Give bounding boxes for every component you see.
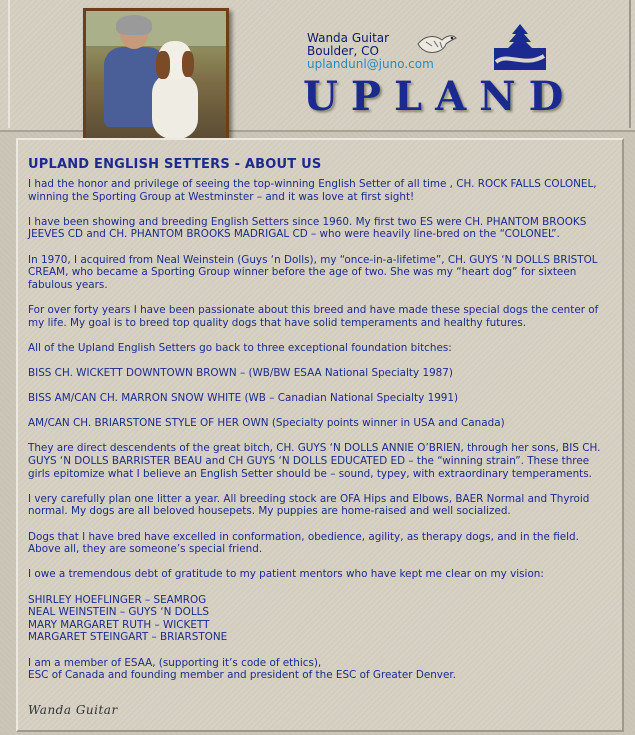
- mentor-item: SHIRLEY HOEFLINGER – SEAMROG: [28, 593, 207, 606]
- membership-line: I am a member of ESAA, (supporting it’s code of ethics),: [28, 656, 322, 669]
- bird-logo-icon: [414, 28, 460, 58]
- page-title: UPLAND ENGLISH SETTERS - ABOUT US: [28, 157, 322, 172]
- owner-location: Boulder, CO: [307, 44, 379, 58]
- membership-line: ESC of Canada and founding member and president of the ESC of Greater Denver.: [28, 669, 456, 682]
- email-link[interactable]: uplandunl@juno.com: [307, 57, 434, 71]
- paragraph: I have been showing and breeding English Setters since 1960. My first two ES were CH. PHANTOM BROOKS JEEVES CD and CH. PHANTOM BROOKS MADRIGAL CD – who were heavily line-bred on the “COLONEL”.: [28, 215, 587, 241]
- foundation-bitch: BISS CH. WICKETT DOWNTOWN BROWN – (WB/BW ESAA National Specialty 1987): [28, 366, 453, 379]
- paragraph: Dogs that I have bred have excelled in conformation, obedience, agility, as therapy dogs, and in the field. Above all, they are someone’s special friend.: [28, 530, 579, 556]
- brand-logo-text: UPLAND: [303, 73, 577, 120]
- mentor-item: MARY MARGARET RUTH – WICKETT: [28, 618, 210, 631]
- paragraph: I had the honor and privilege of seeing the top-winning English Setter of all time , CH. ROCK FALLS COLONEL, winning the Sporting Group at Westminster – and it was love at first sight!: [28, 178, 597, 203]
- owner-with-dog-photo: [83, 8, 229, 145]
- signature: Wanda Guitar: [28, 703, 118, 717]
- paragraph: In 1970, I acquired from Neal Weinstein (Guys ‘n Dolls), my “once-in-a-lifetime”, CH. GUYS ‘N DOLLS BRISTOL CREAM, who became a Sporting Group winner before the age of two. She was my “heart dog” for sixteen fabulous years.: [28, 253, 598, 291]
- foundation-bitch: BISS AM/CAN CH. MARRON SNOW WHITE (WB – Canadian National Specialty 1991): [28, 392, 459, 405]
- mentor-item: NEAL WEINSTEIN – GUYS ‘N DOLLS: [28, 606, 209, 619]
- paragraph: I owe a tremendous debt of gratitude to my patient mentors who have kept me clear on my vision:: [28, 568, 544, 581]
- paragraph: They are direct descendents of the great bitch, CH. GUYS ‘N DOLLS ANNIE O’BRIEN, through her sons, BIS CH. GUYS ‘N DOLLS BARRISTER BEAU and CH GUYS ‘N DOLLS EDUCATED ED – the “winning strain”. These three girls epitomize what I believe an English Setter should be – sound, typey, with extraordinary temperaments.: [28, 442, 601, 480]
- pine-tree-logo-icon: [494, 22, 546, 72]
- paragraph: For over forty years I have been passionate about this breed and have made these special dogs the center of my life. My goal is to breed top quality dogs that have solid temperaments and healthy futures.: [28, 303, 599, 329]
- mentor-item: MARGARET STEINGART – BRIARSTONE: [28, 631, 228, 644]
- paragraph: I very carefully plan one litter a year. All breeding stock are OFA Hips and Elbows, BAER Normal and Thyroid normal. My dogs are all beloved housepets. My puppies are home-raised and well socialized.: [28, 492, 590, 518]
- paragraph: All of the Upland English Setters go back to three exceptional foundation bitches:: [28, 341, 452, 354]
- owner-name: Wanda Guitar: [307, 31, 390, 45]
- foundation-bitch: AM/CAN CH. BRIARSTONE STYLE OF HER OWN (Specialty points winner in USA and Canada): [28, 417, 505, 430]
- about-body: [28, 178, 608, 682]
